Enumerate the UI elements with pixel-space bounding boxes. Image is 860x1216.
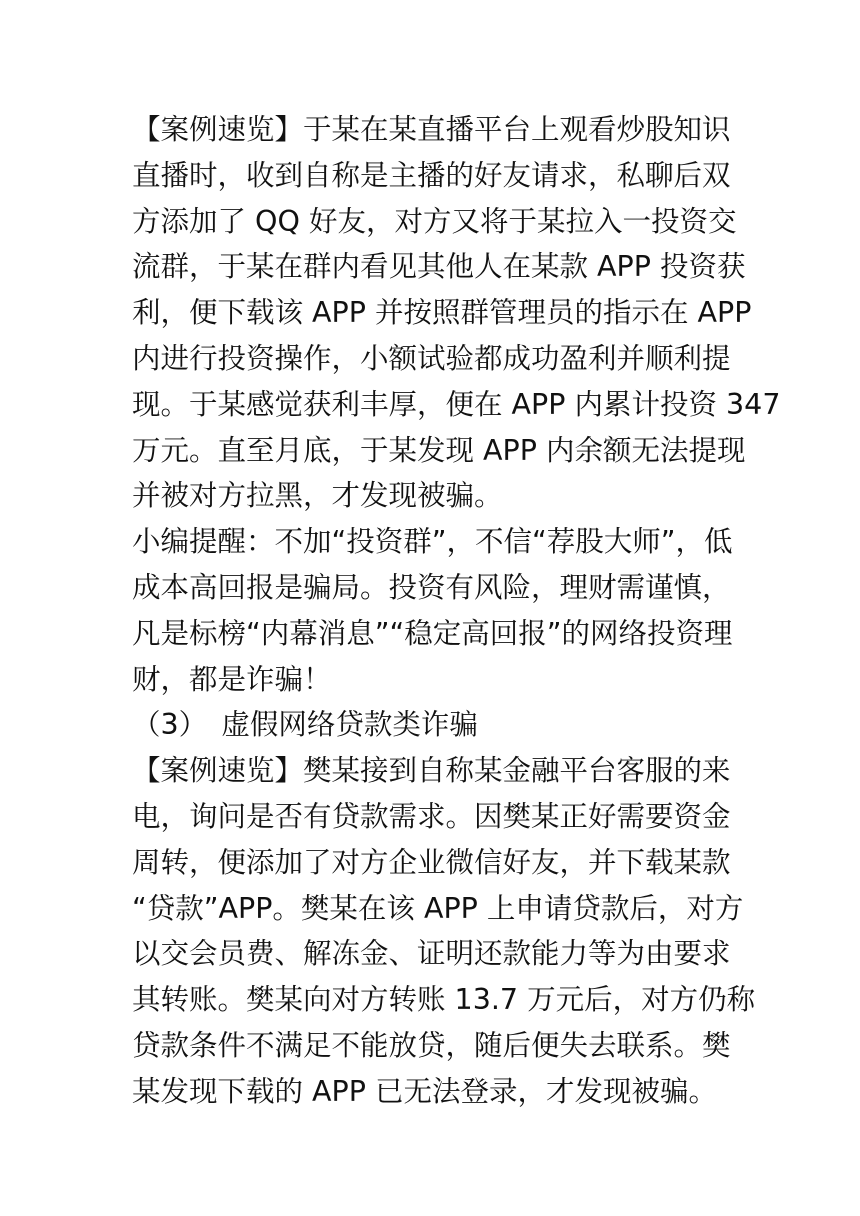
text-line: 电，询问是否有贷款需求。因樊某正好需要资金 xyxy=(132,799,731,833)
editor-reminder-paragraph xyxy=(132,519,733,702)
text-line: 其转账。樊某向对方转账 13.7 万元后，对方仍称 xyxy=(132,983,756,1017)
text-line: 贷款条件不满足不能放贷，随后便失去联系。樊 xyxy=(132,1028,731,1062)
text-line: 方添加了 QQ 好友，对方又将于某拉入一投资交 xyxy=(132,204,737,238)
case-2-paragraph xyxy=(132,748,756,1114)
text-line: 某发现下载的 APP 已无法登录，才发现被骗。 xyxy=(132,1074,717,1108)
document-page xyxy=(132,107,781,1115)
text-line: 周转，便添加了对方企业微信好友，并下载某款 xyxy=(132,845,731,879)
text-line: 凡是标榜“内幕消息”“稳定高回报”的网络投资理 xyxy=(132,616,733,650)
text-line: “贷款”APP。樊某在该 APP 上申请贷款后，对方 xyxy=(132,891,744,925)
text-line: 利，便下载该 APP 并按照群管理员的指示在 APP xyxy=(132,296,752,330)
text-line: 万元。直至月底，于某发现 APP 内余额无法提现 xyxy=(132,433,746,467)
case-1-paragraph xyxy=(132,107,781,519)
text-line: 成本高回报是骗局。投资有风险，理财需谨慎， xyxy=(132,570,731,604)
text-line: 【案例速览】樊某接到自称某金融平台客服的来 xyxy=(132,754,731,788)
text-line: 现。于某感觉获利丰厚，便在 APP 内累计投资 347 xyxy=(132,387,781,421)
section-heading: （3） 虚假网络贷款类诈骗 xyxy=(132,708,478,742)
text-line: 内进行投资操作，小额试验都成功盈利并顺利提 xyxy=(132,341,731,375)
text-line: 流群，于某在群内看见其他人在某款 APP 投资获 xyxy=(132,250,746,284)
text-line: 小编提醒：不加“投资群”，不信“荐股大师”，低 xyxy=(132,525,733,559)
text-line: 并被对方拉黑，才发现被骗。 xyxy=(132,479,503,513)
text-line: 以交会员费、解冻金、证明还款能力等为由要求 xyxy=(132,937,731,971)
text-line: 【案例速览】于某在某直播平台上观看炒股知识 xyxy=(132,113,731,146)
text-line: 财，都是诈骗！ xyxy=(132,662,332,696)
text-line: 直播时，收到自称是主播的好友请求，私聊后双 xyxy=(132,158,731,192)
